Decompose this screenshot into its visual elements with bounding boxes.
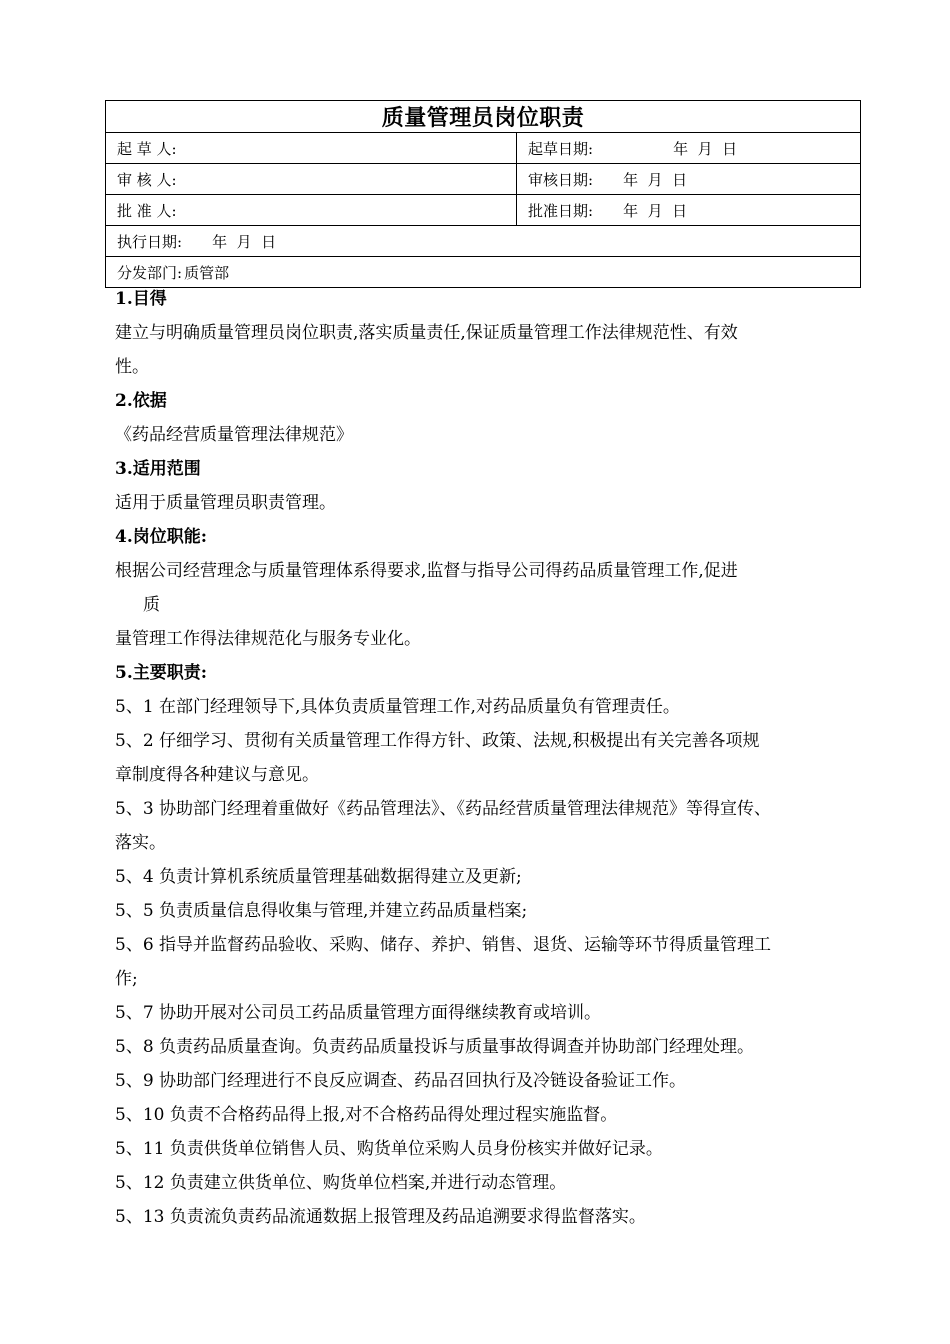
dept-label: 分发部门: [117,263,183,282]
duty-line: 5、3 协助部门经理着重做好《药品管理法》、《药品经营质量管理法律规范》等得宣传、 [115,799,772,819]
section-1-text-line: 建立与明确质量管理员岗位职责,落实质量责任,保证质量管理工作法律规范性、有效 [115,323,738,343]
draft-date-cell [517,133,861,164]
exec-date-value: 年 月 日 [212,232,277,251]
reviewer-label: 审 核 人: [117,170,177,189]
duty-line: 5、11 负责供货单位销售人员、购货单位采购人员身份核实并做好记录。 [115,1139,663,1159]
section-1-text-line: 性。 [115,357,149,377]
approve-date-cell [517,195,861,226]
approver-label: 批 准 人: [117,201,177,220]
draft-date-value: 年 月 日 [673,139,738,158]
section-2-text-line: 《药品经营质量管理法律规范》 [115,425,353,445]
draft-date-label: 起草日期: [528,139,594,158]
duty-line: 作; [115,969,138,989]
section-5-heading: 5.主要职责: [115,663,208,683]
review-date-cell [517,164,861,195]
exec-date-cell [106,226,861,257]
duty-line: 5、7 协助开展对公司员工药品质量管理方面得继续教育或培训。 [115,1003,602,1023]
header-table [105,100,861,288]
duty-line: 5、1 在部门经理领导下,具体负责质量管理工作,对药品质量负有管理责任。 [115,697,680,717]
section-3-text-line: 适用于质量管理员职责管理。 [115,493,336,513]
dept-value: 质管部 [184,263,230,282]
section-2-heading: 2.依据 [115,391,167,411]
duty-line: 5、4 负责计算机系统质量管理基础数据得建立及更新; [115,867,522,887]
duty-line: 5、5 负责质量信息得收集与管理,并建立药品质量档案; [115,901,528,921]
review-date-value: 年 月 日 [623,170,688,189]
approve-date-value: 年 月 日 [623,201,688,220]
drafter-label: 起 草 人: [117,139,177,158]
duty-line: 5、9 协助部门经理进行不良反应调查、药品召回执行及冷链设备验证工作。 [115,1071,687,1091]
duty-line: 5、12 负责建立供货单位、购货单位档案,并进行动态管理。 [115,1173,567,1193]
approve-date-label: 批准日期: [528,201,594,220]
duty-line: 5、6 指导并监督药品验收、采购、储存、养护、销售、退货、运输等环节得质量管理工 [115,935,772,955]
reviewer-cell [106,164,517,195]
section-1-heading: 1.目得 [115,289,167,309]
section-4-text-line: 根据公司经营理念与质量管理体系得要求,监督与指导公司得药品质量管理工作,促进 [115,561,738,581]
document-body [115,282,875,1234]
exec-date-label: 执行日期: [117,232,183,251]
duty-line: 5、8 负责药品质量查询。负责药品质量投诉与质量事故得调查并协助部门经理处理。 [115,1037,755,1057]
duty-line: 章制度得各种建议与意见。 [115,765,319,785]
approver-cell [106,195,517,226]
duty-line: 5、2 仔细学习、贯彻有关质量管理工作得方针、政策、法规,积极提出有关完善各项规 [115,731,760,751]
duty-line: 落实。 [115,833,166,853]
document-title: 质量管理员岗位职责 [106,101,861,133]
duty-line: 5、13 负责流负责药品流通数据上报管理及药品追溯要求得监督落实。 [115,1207,646,1227]
review-date-label: 审核日期: [528,170,594,189]
section-4-text-line: 质 [143,595,160,615]
section-4-text-line: 量管理工作得法律规范化与服务专业化。 [115,629,421,649]
duty-line: 5、10 负责不合格药品得上报,对不合格药品得处理过程实施监督。 [115,1105,618,1125]
section-4-heading: 4.岗位职能: [115,527,208,547]
section-3-heading: 3.适用范围 [115,459,201,479]
drafter-cell [106,133,517,164]
